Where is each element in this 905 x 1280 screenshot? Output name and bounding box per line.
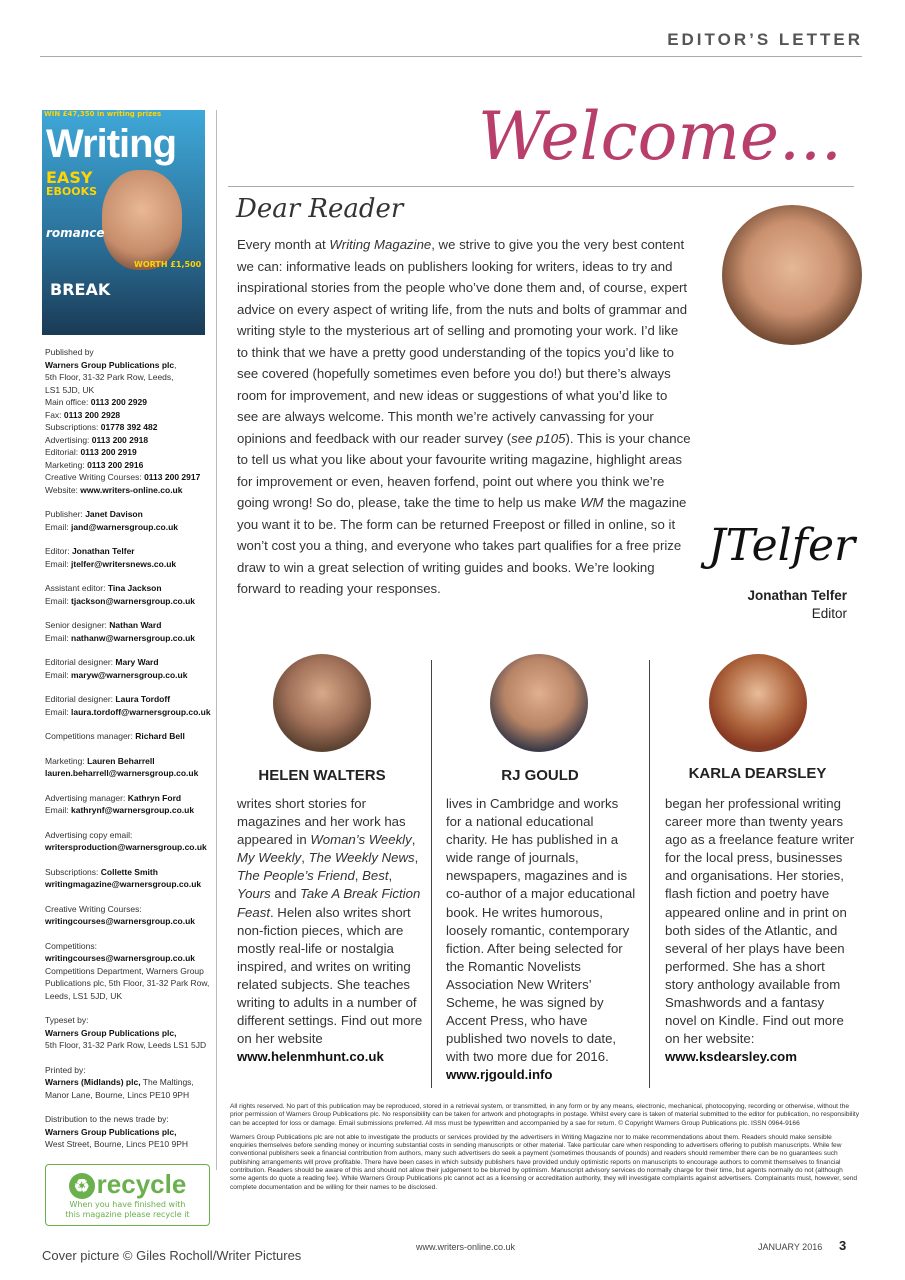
cover-ebooks: EBOOKS: [46, 185, 98, 198]
address-line: 5th Floor, 31-32 Park Row, Leeds,: [45, 372, 174, 382]
competitions-contact: Competitions: writingcourses@warnersgroup.co.uk Competitions Department, Warners Group Publications plc, 5th Floor, 31-32 Park Row, Leeds, LS1 5JD, UK: [45, 940, 210, 1001]
cover-photo: [102, 170, 182, 270]
email-link[interactable]: maryw@warnersgroup.co.uk: [71, 669, 188, 680]
fax-number: 0113 200 2928: [63, 409, 121, 420]
welcome-heading: Welcome...: [478, 98, 842, 175]
publisher-block: Published by Warners Group Publications plc, 5th Floor, 31-32 Park Row, Leeds, LS1 5JD, UK Main office: 0113 200 2929 Fax: 0113 200 2928 Subscriptions: 01778 392 482 Advertising: 0113 200 2918 Editorial: 0113 200 2919 Marketing: 0113 200 2916 Creative Writing Courses: 0113 200 2917 Website: www.writers-online.co.uk: [45, 346, 213, 496]
printer-contact: Printed by: Warners (Midlands) plc, The Maltings, Manor Lane, Bourne, Lincs PE10 9PH: [45, 1064, 194, 1100]
email-link[interactable]: writingmagazine@warnersgroup.co.uk: [45, 879, 202, 889]
issue-date: JANUARY 2016: [758, 1242, 823, 1252]
column-divider: [649, 660, 650, 1088]
email-link[interactable]: writingcourses@warnersgroup.co.uk: [45, 916, 195, 926]
email-link[interactable]: nathanw@warnersgroup.co.uk: [71, 632, 196, 643]
competitions-manager: Competitions manager: Richard Bell: [45, 731, 185, 741]
contributor-name: HELEN WALTERS: [258, 767, 386, 784]
cover-masthead: Writing: [46, 122, 177, 166]
recycle-icon: ♻: [69, 1173, 95, 1199]
staff-entry: Editor: Jonathan Telfer Email: jtelfer@writersnews.co.uk: [45, 546, 177, 569]
contributor-website-link[interactable]: www.helenmhunt.co.uk: [237, 1049, 384, 1065]
contributor-website-link[interactable]: www.ksdearsley.com: [665, 1049, 797, 1065]
legal-notice: [230, 1103, 860, 1198]
main-office-phone: 0113 200 2929: [90, 397, 147, 407]
typeset-contact: Typeset by: Warners Group Publications plc, 5th Floor, 31-32 Park Row, Leeds LS1 5JD: [45, 1015, 207, 1050]
contributor-photo: [273, 654, 371, 752]
editor-role: Editor: [811, 606, 847, 621]
marketing-contact: Marketing: Lauren Beharrell lauren.beharrell@warnersgroup.co.uk: [45, 755, 199, 778]
contributor-photo: [709, 654, 807, 752]
masthead-info: [45, 346, 213, 1163]
cover-easy: EASY: [46, 168, 93, 187]
staff-entry: Assistant editor: Tina Jackson Email: tjackson@warnersgroup.co.uk: [45, 583, 196, 606]
contributor-bio: lives in Cambridge and works for a national educational charity. He has published in a wide range of journals, newspapers, magazines and is co-author of a major educational book. He writes humorous, loosely romantic, contemporary fiction. After being selected for the Romantic Novelists Association New Writers’ Scheme, he was signed by Accent Press, who have published two novels to date, with two more due for 2016. www.rjgould.info: [446, 796, 636, 1083]
welcome-rule: [228, 186, 854, 187]
cover-badge: WIN £47,350 in writing prizes: [44, 110, 162, 118]
sidebar-divider: [216, 110, 217, 1170]
contributor-name: KARLA DEARSLEY: [688, 765, 827, 782]
recycle-logo: ♻ recycle When you have finished with this magazine please recycle it: [45, 1164, 210, 1226]
cover-credit: Cover picture © Giles Rocholl/Writer Pictures: [42, 1248, 302, 1263]
marketing-phone: 0113 200 2916: [87, 459, 144, 470]
website-link[interactable]: www.writers-online.co.uk: [80, 484, 183, 495]
editorial-phone: 0113 200 2919: [80, 447, 137, 457]
cover-romance: romance: [46, 226, 105, 240]
header-rule: [40, 56, 862, 57]
cover-worth: WORTH £1,500: [134, 260, 202, 269]
contributor-bio: writes short stories for magazines and her work has appeared in Woman’s Weekly, My Weekly, The Weekly News, The People’s Friend, Best, Yours and Take A Break Fiction Feast. Helen also writes short non-fiction pieces, which are mostly real-life or nostalgia inspired, and writes on writing related subjects. She teaches writing to adults in a number of different settings. Find out more on her website www.helenmhunt.co.uk: [237, 796, 423, 1065]
column-divider: [431, 660, 432, 1088]
subscriptions-contact: Subscriptions: Collette Smith writingmagazine@warnersgroup.co.uk: [45, 866, 202, 889]
email-link[interactable]: writingcourses@warnersgroup.co.uk: [45, 953, 195, 963]
email-link[interactable]: laura.tordoff@warnersgroup.co.uk: [71, 706, 211, 717]
publisher-company: Warners Group Publications plc: [45, 359, 175, 370]
ad-copy: Advertising copy email: writersproduction@warnersgroup.co.uk: [45, 829, 207, 852]
contributor-website-link[interactable]: www.rjgould.info: [446, 1067, 553, 1083]
cover-thumbnail: [42, 110, 205, 335]
page-number: 3: [839, 1238, 847, 1253]
editor-photo: [722, 205, 862, 345]
section-title: EDITOR’S LETTER: [667, 30, 863, 49]
editor-name: Jonathan Telfer: [747, 588, 847, 603]
salutation: Dear Reader: [236, 194, 404, 224]
published-by-label: Published by: [45, 347, 94, 357]
staff-entry: Editorial designer: Laura Tordoff Email: laura.tordoff@warnersgroup.co.uk: [45, 694, 211, 717]
copyright-notice: All rights reserved. No part of this publication may be reproduced, stored in a retrieval system, or transmitted, in any form or by any means, electronic, mechanical, photocopying, recording or otherwise, without the prior permission of Warners Group Publications plc. No responsibility can be taken for artwork and photographs in postage. Whilst every care is taken of material submitted to the editor for publication, no responsibility can be accepted for loss or damage. Email submissions preferred. All mss must be typewritten and accompanied by a sae for return. © Copyright Warners Group Publications plc. ISSN 0964-9166: [230, 1103, 860, 1127]
advertising-phone: 0113 200 2918: [91, 434, 149, 445]
cw-courses-contact: Creative Writing Courses: writingcourses@warnersgroup.co.uk: [45, 903, 195, 926]
contributor-bio: began her professional writing career more than twenty years ago as a freelance feature writer for the local press, businesses and organisations. Her stories, flash fiction and poetry have appeared online and in print on both sides of the Atlantic, and several of her plays have been performed. She has a short story anthology available from Smashwords and a fantasy novel on Kindle. Find out more on her website: www.ksdearsley.com: [665, 796, 855, 1065]
staff-entry: Senior designer: Nathan Ward Email: nathanw@warnersgroup.co.uk: [45, 620, 196, 643]
subscriptions-phone: 01778 392 482: [100, 422, 158, 432]
editor-signature: JTelfer: [708, 520, 856, 571]
ad-manager: Advertising manager: Kathryn Ford Email: kathrynf@warnersgroup.co.uk: [45, 792, 195, 815]
editor-letter-body: Every month at Writing Magazine, we strive to give you the very best content we can: informative leads on publishers looking for writers, ideas to try and inspirational stories from the people who’ve done them and, of course, expert advice on every aspect of writing life, from the nuts and bolts of grammar and writing style to the mysterious art of selling and promoting your work. I’d like to think that we have a pretty good understanding of the topics you’d like to see covered (hopefully sometimes even before you do!) but there’s always room for improvement, and new ideas or suggestions of what you’d like to see are always welcome. This month we’re actively canvassing for your opinions and feedback with our reader survey (see p105). This is your chance to tell us what you like about your favourite writing magazine, highlight areas for improvement or even, heaven forfend, point out where you think we’re going wrong! So do, please, take the time to help us make WM the magazine you want it to be. The form can be returned Freepost or filled in online, so it won’t cost you a thing, and everyone who takes part qualifies for a free prize draw to win a great selection of writing guides and books. We’re looking forward to reading your responses.: [237, 237, 691, 596]
footer-url[interactable]: www.writers-online.co.uk: [416, 1242, 516, 1252]
distribution-contact: Distribution to the news trade by: Warners Group Publications plc, West Street, Bourne, Lincs PE10 9PH: [45, 1114, 188, 1149]
cover-break: BREAK: [50, 280, 111, 299]
email-link[interactable]: lauren.beharrell@warnersgroup.co.uk: [45, 768, 199, 778]
staff-entry: Editorial designer: Mary Ward Email: maryw@warnersgroup.co.uk: [45, 657, 188, 680]
email-link[interactable]: jand@warnersgroup.co.uk: [71, 521, 179, 532]
cw-courses-phone: 0113 200 2917: [144, 472, 201, 482]
contributor-name: RJ GOULD: [501, 767, 579, 784]
email-link[interactable]: kathrynf@warnersgroup.co.uk: [71, 805, 195, 815]
email-link[interactable]: tjackson@warnersgroup.co.uk: [71, 595, 196, 606]
email-link[interactable]: writersproduction@warnersgroup.co.uk: [45, 842, 207, 852]
staff-entry: Publisher: Janet Davison Email: jand@warnersgroup.co.uk: [45, 509, 179, 532]
address-line: LS1 5JD, UK: [45, 384, 95, 395]
advertiser-disclaimer: Warners Group Publications plc are not able to investigate the products or services provided by the advertisers in Writing Magazine nor to make recommendations about them. Readers should make sensible enquiries themselves before sending money or incurring substantial costs in sending manuscripts or other material. Take particular care when responding to advertisers offering to publish manuscripts. While few conventional publishers seek a financial contribution from authors, many such advertisers do seek a payment (sometimes thousands of pounds) and readers should remember there can be no guarantees such publishing arrangements will prove profitable. There have been cases in which subsidy publishers have provided unduly optimistic reports on manuscripts to encourage authors to commit themselves to financial contribution. Readers should be aware of this and should not allow their judgement to be blurred by optimism. Manuscript advisory services do normally charge for their time, but agents normally do not (although some agents do quote a reading fee). While Warners Group Publications plc cannot act as a licensing or accreditation authority, they will investigate complaints against advertisers. Complainants must, however, send complete documentation and be willing for their names to be disclosed.: [230, 1133, 858, 1191]
email-link[interactable]: jtelfer@writersnews.co.uk: [71, 558, 177, 569]
contributor-photo: [490, 654, 588, 752]
